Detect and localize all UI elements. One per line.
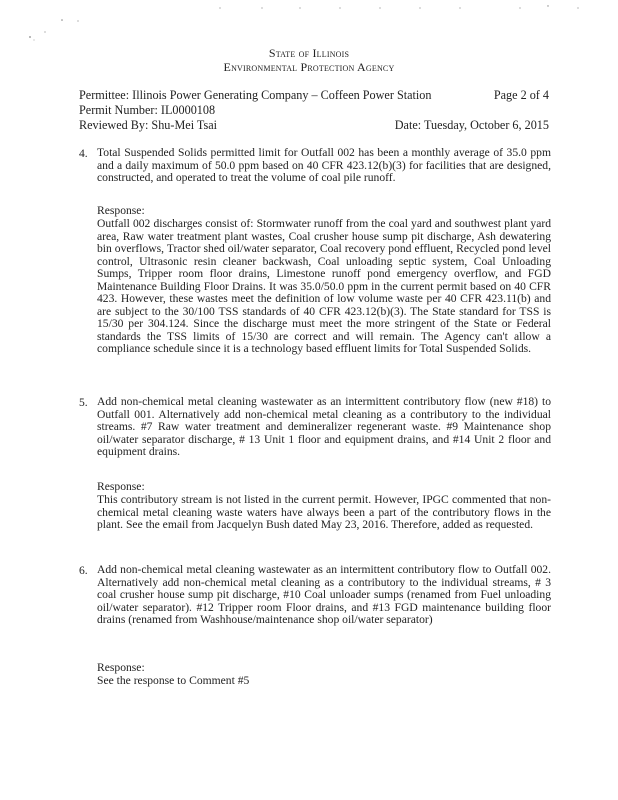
header-state: State of Illinois (268, 46, 350, 60)
item-comment: Total Suspended Solids permitted limit for Outfall 002 has been a monthly average of 35.0 ppm and a daily maximum of 50.0 ppm based on 40 CFR 423.12(b)(3) for facilities that are designed, constructed, and operated to treat the volume of coal pile runoff. (97, 146, 551, 184)
item-number: 6. (79, 564, 88, 577)
permittee: Permittee: Illinois Power Generating Company – Coffeen Power Station (79, 88, 432, 102)
meta-permittee-row (79, 88, 549, 103)
reviewer: Reviewed By: Shu-Mei Tsai (79, 118, 218, 132)
meta-permit-row (79, 103, 549, 118)
item-response: This contributory stream is not listed in the current permit. However, IPGC commented that non-chemical metal cleaning waste waters have always been a part of the contributory flows in the plant. See the email from Jacquelyn Bush dated May 23, 2016. Therefore, added as requested. (97, 493, 551, 531)
response-label: Response: (97, 661, 145, 674)
header-agency: Environmental Protection Agency (223, 60, 395, 74)
item-comment: Add non-chemical metal cleaning wastewater as an intermittent contributory flow to Outfall 002. Alternatively add non-chemical metal cleaning as a contributory to the individual streams, # 3 coal crusher house sump pit discharge, #10 Coal unloader sumps (renamed from Fuel unloading oil/water separator). #12 Tripper room Floor drains, and #13 FGD maintenance building floor drains (renamed from Washhouse/maintenance shop oil/water separator) (97, 563, 551, 626)
response-label: Response: (97, 204, 145, 217)
meta-reviewer-row (79, 118, 549, 133)
item-response: Outfall 002 discharges consist of: Stormwater runoff from the coal yard and southwest plant yard area, Raw water treatment plant wastes, Coal crusher house sump pit discharge, Ash dewatering bin overflows, Tractor shed oil/water separator, Coal recovery pond effluent, Recycled pond level control, Ultrasonic resin cleaner backwash, Coal unloading septic system, Coal Unloading Sumps, Tripper room floor drains, Limestone runoff pond emergency overflow, and FGD Maintenance Building Floor Drains. It was 35.0/50.0 ppm in the current permit based on 40 CFR 423. However, these wastes meet the definition of low volume waste per 40 CFR 423.11(b) and are subject to the 30/100 TSS standards of 40 CFR 423.12(b)(3). The State standard for TSS is 15/30 per 304.124. Since the discharge must meet the more stringent of the State or Federal standards the TSS limits of 15/30 are correct and will remain. The Agency can't allow a compliance schedule since it is a technology based effluent limits for Total Suspended Solids. (97, 217, 551, 355)
page-number: Page 2 of 4 (493, 88, 549, 102)
response-label: Response: (97, 480, 145, 493)
item-number: 4. (79, 147, 88, 160)
permit-number: Permit Number: IL0000108 (79, 103, 216, 117)
item-comment: Add non-chemical metal cleaning wastewater as an intermittent contributory flow (new #18) to Outfall 001. Alternatively add non-chemical metal cleaning as a contributory to the individual streams. #7 Raw water treatment and demineralizer regenerant waste. #9 Maintenance shop oil/water separator discharge, # 13 Unit 1 floor and equipment drains, and #14 Unit 2 floor and equipment drains. (97, 395, 551, 458)
item-number: 5. (79, 396, 88, 409)
review-date: Date: Tuesday, October 6, 2015 (394, 118, 549, 132)
item-response: See the response to Comment #5 (97, 674, 250, 687)
